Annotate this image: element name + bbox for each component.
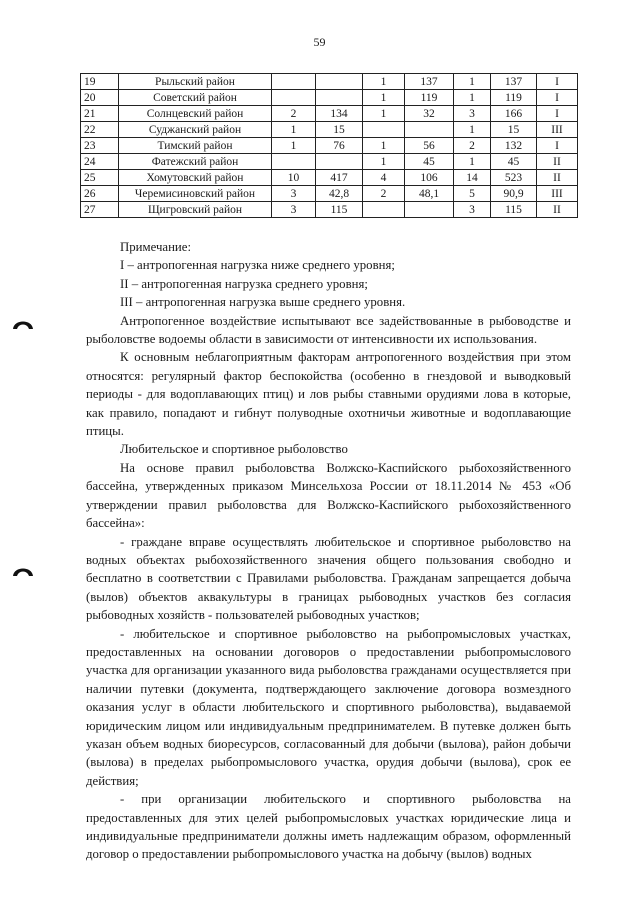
table-row (81, 154, 578, 170)
table-row (81, 74, 578, 90)
row-number-cell: 24 (81, 154, 119, 170)
district-name-cell: Советский район (119, 90, 272, 106)
category-cell: II (537, 202, 578, 218)
note-item: II – антропогенная нагрузка среднего уровня; (120, 276, 368, 291)
table-row (81, 90, 578, 106)
paragraph: К основным неблагоприятным факторам антропогенного воздействия при этом относятся: регулярный фактор беспокойства (особенно в гнездовой и выводковый периоды - для водоплавающих птиц) и лов рыбы ставными орудиями лова в которые, как правило, попадают и гибнут полуводные охотничьи животные и водоплавающие птицы. (86, 350, 571, 439)
value-cell: 90,9 (491, 186, 537, 202)
note-title: Примечание: (120, 240, 191, 254)
paragraph: - любительское и спортивное рыболовство на рыбопромысловых участках, предоставленных на основании договоров о предоставлении рыбопромыслового участка для организации указанного вида рыболовства гражданами осуществляется при наличии путевки (документа, подтверждающего заключение договора возмездного оказания услуг в области любительского и спортивного рыболовства), выдаваемой юридическим лицом или индивидуальным предпринимателем. В путевке должен быть указан объем водных биоресурсов, согласованный для добычи (вылова), район добычи (вылова) в пределах рыбопромыслового участка, орудия добычи (вылова), срок ее действия; (86, 626, 571, 788)
value-cell: 3 (272, 186, 316, 202)
value-cell: 1 (454, 154, 491, 170)
value-cell: 134 (316, 106, 363, 122)
value-cell: 1 (363, 90, 405, 106)
value-cell: 1 (454, 74, 491, 90)
value-cell: 119 (491, 90, 537, 106)
value-cell: 45 (491, 154, 537, 170)
value-cell: 137 (491, 74, 537, 90)
category-cell: II (537, 154, 578, 170)
category-cell: III (537, 186, 578, 202)
category-cell: II (537, 170, 578, 186)
value-cell: 42,8 (316, 186, 363, 202)
value-cell: 15 (491, 122, 537, 138)
value-cell (405, 202, 454, 218)
value-cell: 15 (316, 122, 363, 138)
value-cell: 4 (363, 170, 405, 186)
table-row (81, 138, 578, 154)
row-number-cell: 21 (81, 106, 119, 122)
value-cell (316, 74, 363, 90)
category-cell: I (537, 74, 578, 90)
value-cell: 3 (272, 202, 316, 218)
row-number-cell: 26 (81, 186, 119, 202)
value-cell: 132 (491, 138, 537, 154)
note-item: I – антропогенная нагрузка ниже среднего уровня; (120, 258, 395, 273)
row-number-cell: 20 (81, 90, 119, 106)
value-cell: 3 (454, 202, 491, 218)
value-cell: 10 (272, 170, 316, 186)
district-table (80, 73, 578, 218)
row-number-cell: 19 (81, 74, 119, 90)
binder-hole-mark-top (12, 316, 34, 330)
value-cell: 56 (405, 138, 454, 154)
value-cell: 166 (491, 106, 537, 122)
value-cell: 3 (454, 106, 491, 122)
value-cell: 119 (405, 90, 454, 106)
district-name-cell: Суджанский район (119, 122, 272, 138)
value-cell: 32 (405, 106, 454, 122)
value-cell: 2 (272, 106, 316, 122)
note-item: III – антропогенная нагрузка выше среднего уровня. (120, 295, 406, 310)
table-row (81, 186, 578, 202)
table-row (81, 122, 578, 138)
value-cell: 1 (454, 90, 491, 106)
district-name-cell: Солнцевский район (119, 106, 272, 122)
row-number-cell: 25 (81, 170, 119, 186)
district-name-cell: Черемисиновский район (119, 186, 272, 202)
value-cell (316, 90, 363, 106)
district-name-cell: Щигровский район (119, 202, 272, 218)
row-number-cell: 23 (81, 138, 119, 154)
value-cell: 1 (272, 122, 316, 138)
table-row (81, 106, 578, 122)
category-cell: I (537, 106, 578, 122)
value-cell: 523 (491, 170, 537, 186)
paragraph: Антропогенное воздействие испытывают все задействованные в рыбоводстве и рыболовстве водоемы области в зависимости от интенсивности их использования. (86, 313, 571, 347)
table-row (81, 202, 578, 218)
value-cell: 106 (405, 170, 454, 186)
value-cell: 137 (405, 74, 454, 90)
district-name-cell: Фатежский район (119, 154, 272, 170)
value-cell: 1 (272, 138, 316, 154)
value-cell: 1 (363, 154, 405, 170)
value-cell: 417 (316, 170, 363, 186)
page-number: 59 (313, 35, 326, 49)
value-cell (272, 90, 316, 106)
district-name-cell: Тимский район (119, 138, 272, 154)
value-cell: 45 (405, 154, 454, 170)
row-number-cell: 27 (81, 202, 119, 218)
value-cell (272, 74, 316, 90)
value-cell: 1 (363, 106, 405, 122)
table-row (81, 170, 578, 186)
district-name-cell: Рыльский район (119, 74, 272, 90)
value-cell: 115 (491, 202, 537, 218)
value-cell: 1 (363, 74, 405, 90)
value-cell: 1 (363, 138, 405, 154)
district-name-cell: Хомутовский район (119, 170, 272, 186)
paragraph: - при организации любительского и спортивного рыболовства на предоставленных для этих целей рыбопромысловых участках юридические лица и индивидуальные предприниматели должны иметь надлежащим образом, оформленный договор о предоставлении рыбопромыслового участка на добычу (вылов) водных (86, 792, 571, 862)
value-cell (363, 122, 405, 138)
value-cell: 14 (454, 170, 491, 186)
paragraph: На основе правил рыболовства Волжско-Каспийского рыбохозяйственного бассейна, утвержденных приказом Минсельхоза России от 18.11.2014 № 453 «Об утверждении правил рыболовства для Волжско-Каспийского рыбохозяйственного бассейна»: (86, 460, 571, 531)
value-cell: 76 (316, 138, 363, 154)
value-cell (272, 154, 316, 170)
value-cell: 2 (454, 138, 491, 154)
category-cell: III (537, 122, 578, 138)
value-cell: 115 (316, 202, 363, 218)
section-heading: Любительское и спортивное рыболовство (120, 442, 348, 457)
value-cell: 1 (454, 122, 491, 138)
body-text (86, 238, 571, 864)
value-cell (405, 122, 454, 138)
value-cell (316, 154, 363, 170)
row-number-cell: 22 (81, 122, 119, 138)
value-cell (363, 202, 405, 218)
binder-hole-mark-bottom (12, 563, 34, 577)
category-cell: I (537, 138, 578, 154)
value-cell: 2 (363, 186, 405, 202)
paragraph: - граждане вправе осуществлять любительское и спортивное рыболовство на водных объектах рыбохозяйственного значения общего пользования свободно и бесплатно в соответствии с Правилами рыболовства. Гражданам запрещается добыча (вылов) объектов аквакультуры в границах рыбоводных участков без согласия рыбоводных хозяйств - пользователей рыбоводных участков; (86, 534, 571, 623)
value-cell: 5 (454, 186, 491, 202)
value-cell: 48,1 (405, 186, 454, 202)
category-cell: I (537, 90, 578, 106)
